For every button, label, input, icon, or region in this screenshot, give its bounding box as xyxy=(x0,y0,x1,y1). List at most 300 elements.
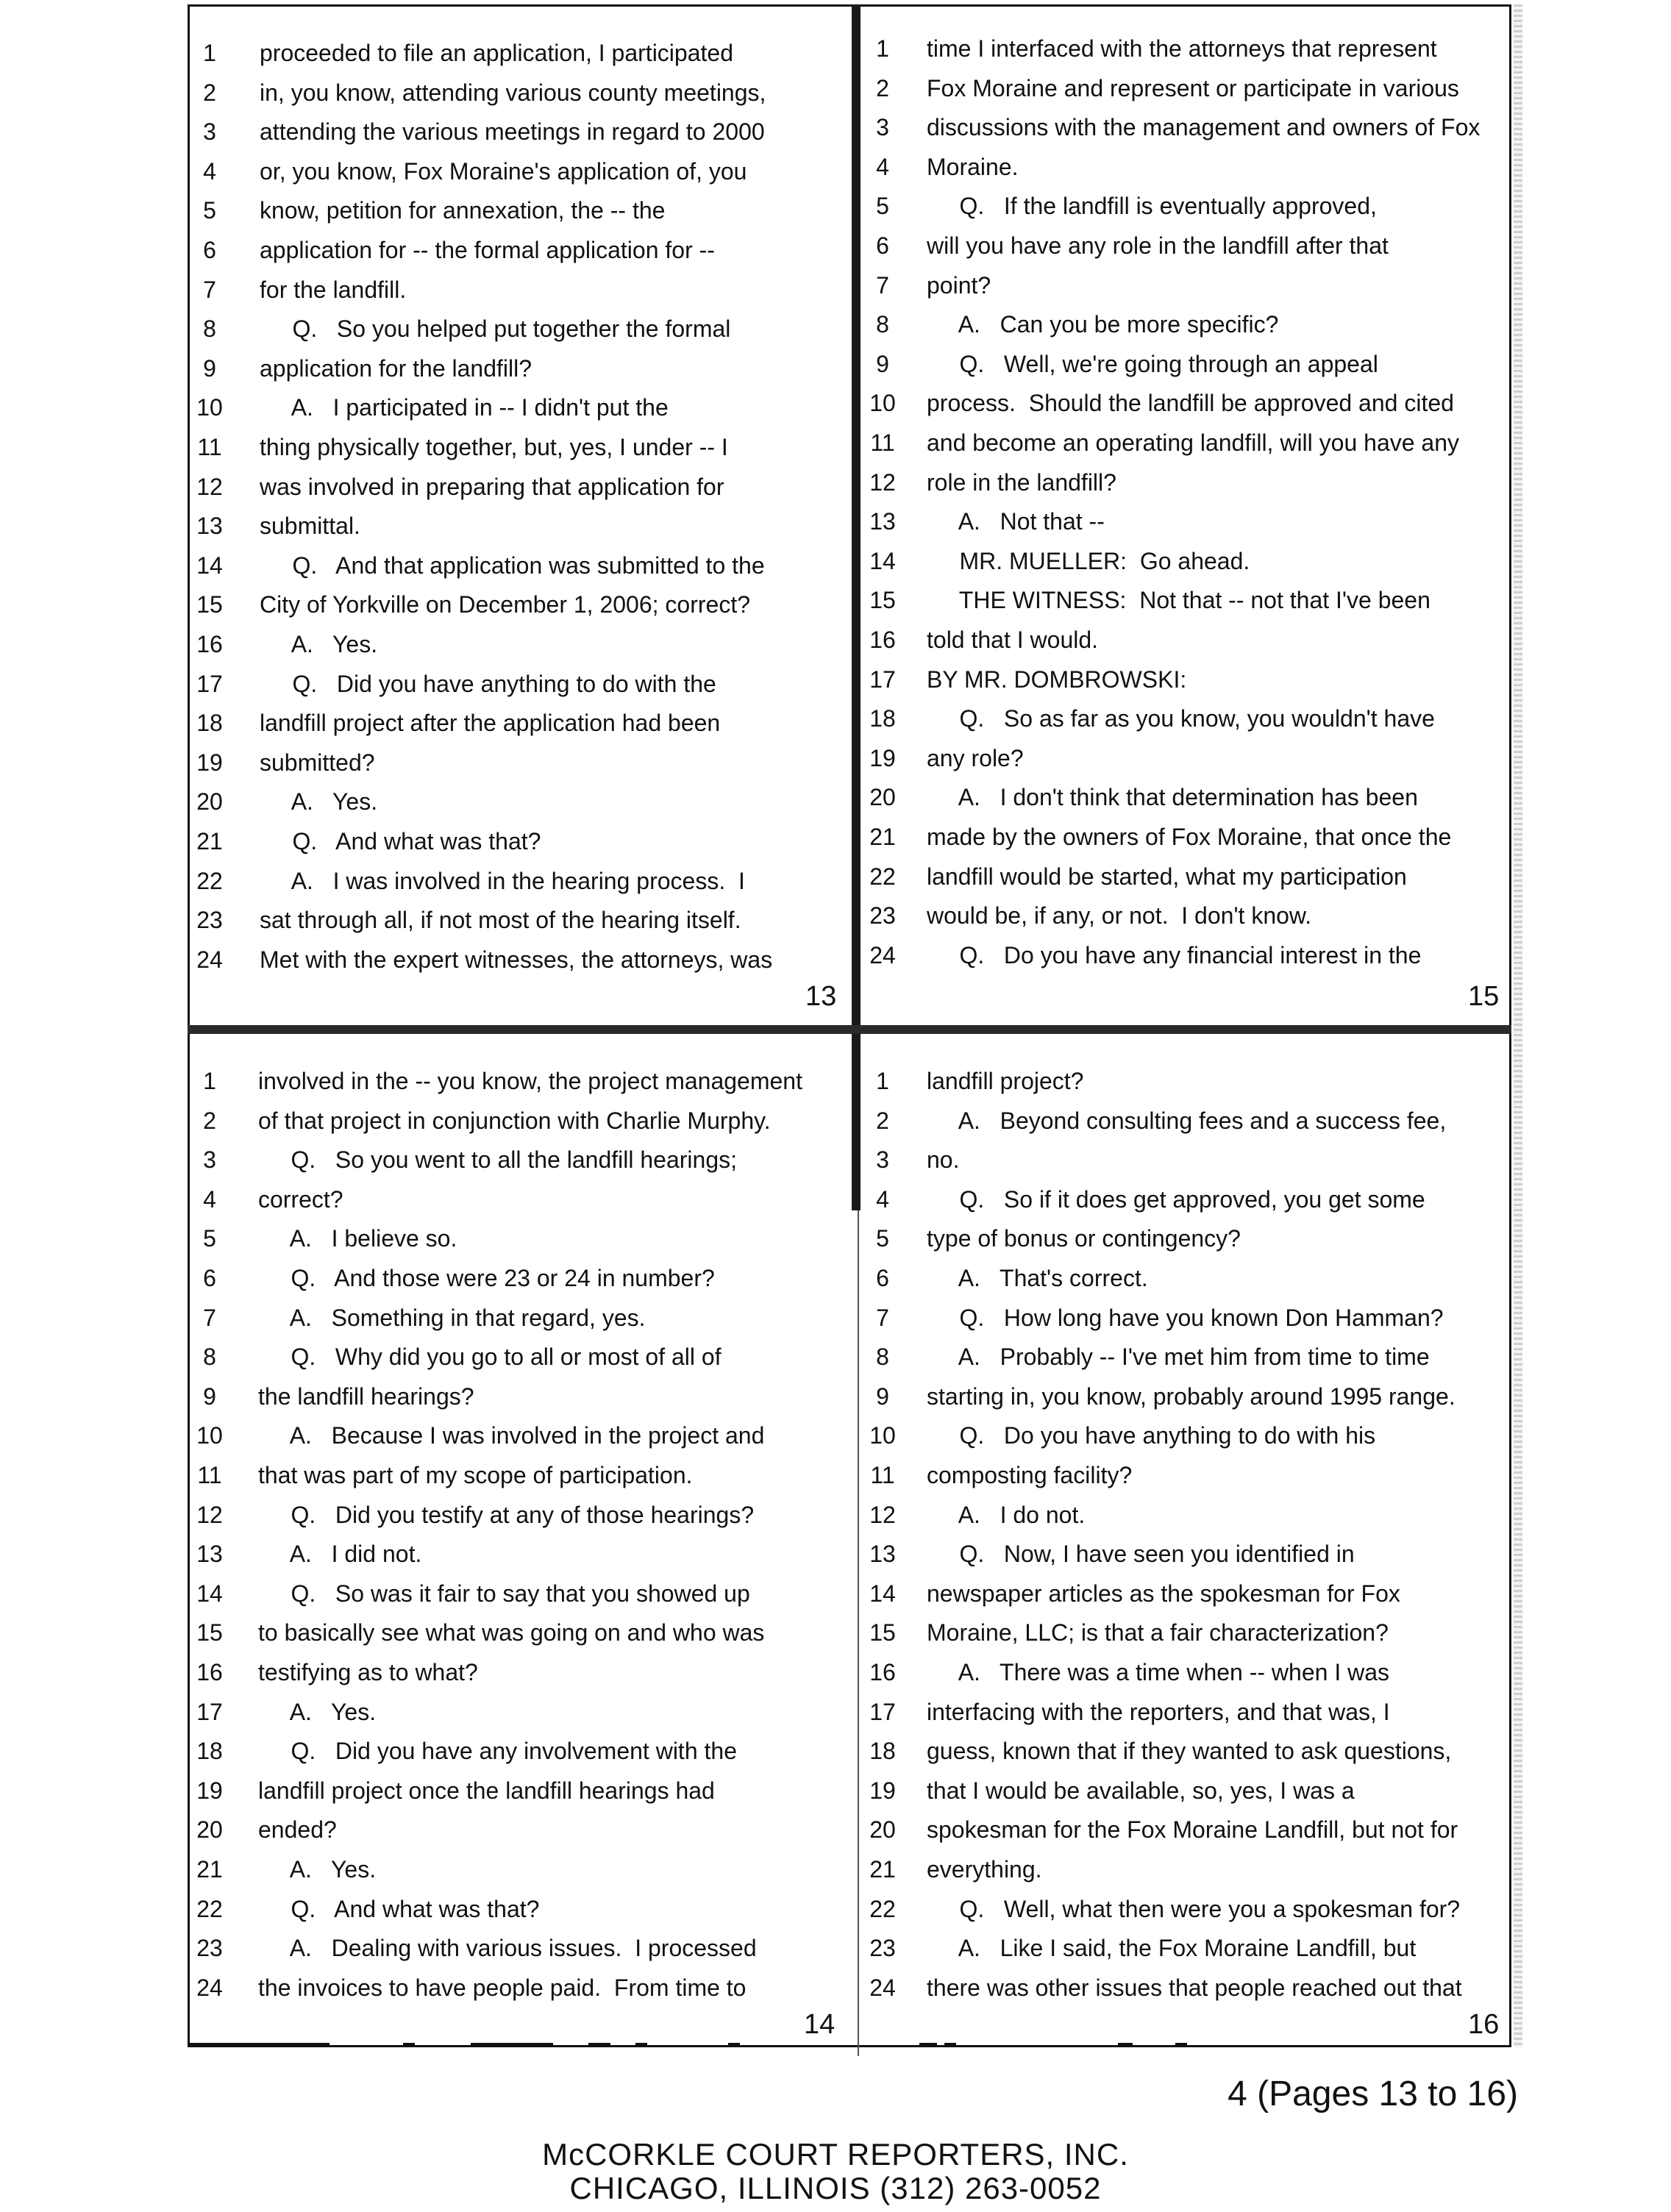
line-text: testifying as to what? xyxy=(258,1659,478,1685)
line-number: 21 xyxy=(196,828,223,855)
line-text: told that I would. xyxy=(927,627,1099,653)
line-number: 24 xyxy=(869,1974,896,2001)
transcript-line xyxy=(861,1535,1511,1573)
line-text: A. I did not. xyxy=(258,1541,422,1568)
line-number: 23 xyxy=(196,1935,223,1962)
line-number: 17 xyxy=(869,666,896,693)
transcript-line xyxy=(188,113,852,151)
transcript-line xyxy=(861,29,1511,68)
line-number: 16 xyxy=(196,1659,223,1685)
transcript-line xyxy=(861,1850,1511,1888)
line-number: 23 xyxy=(869,902,896,930)
line-text: Q. Did you have anything to do with the xyxy=(260,670,716,697)
line-number: 2 xyxy=(876,74,889,101)
transcript-line xyxy=(861,1613,1511,1652)
line-text: A. Can you be more specific? xyxy=(927,311,1279,338)
line-text: THE WITNESS: Not that -- not that I've been xyxy=(927,587,1430,614)
transcript-line xyxy=(188,1377,852,1416)
line-number: 22 xyxy=(196,867,223,894)
line-text: Q. And that application was submitted to the xyxy=(260,552,765,579)
line-text: involved in the -- you know, the project management xyxy=(258,1068,802,1094)
transcript-line xyxy=(188,1535,852,1573)
line-text: A. That's correct. xyxy=(927,1265,1148,1291)
line-number: 9 xyxy=(876,350,889,377)
scan-edge-artifact xyxy=(1514,4,1522,2047)
scan-dash xyxy=(471,2043,553,2046)
line-number: 22 xyxy=(196,1895,223,1922)
line-number: 20 xyxy=(196,1816,223,1844)
line-text: for the landfill. xyxy=(260,276,407,303)
transcript-line xyxy=(861,1377,1511,1416)
transcript-page-13 xyxy=(188,34,852,1019)
line-text: MR. MUELLER: Go ahead. xyxy=(927,547,1250,574)
line-text: A. Beyond consulting fees and a success fee, xyxy=(927,1107,1447,1134)
line-number: 22 xyxy=(869,1895,896,1922)
transcript-line xyxy=(861,1416,1511,1455)
line-number: 11 xyxy=(197,434,222,460)
line-number: 23 xyxy=(196,907,223,934)
line-text: landfill project once the landfill hearings had xyxy=(258,1777,715,1804)
transcript-line xyxy=(188,191,852,229)
line-number: 16 xyxy=(196,631,223,657)
line-text: guess, known that if they wanted to ask questions, xyxy=(927,1738,1452,1765)
transcript-line xyxy=(861,1732,1511,1770)
scan-dash xyxy=(944,2043,956,2046)
page-number: 13 xyxy=(805,981,837,1012)
line-number: 8 xyxy=(876,311,889,338)
line-text: A. I was involved in the hearing process. I xyxy=(260,867,745,894)
line-text: A. Yes. xyxy=(258,1856,377,1883)
transcript-line xyxy=(188,1732,852,1770)
line-number: 1 xyxy=(876,35,889,62)
line-text: A. I don't think that determination has been xyxy=(927,784,1418,811)
transcript-line xyxy=(861,108,1511,146)
line-text: Fox Moraine and represent or participate in various xyxy=(927,74,1459,101)
transcript-line xyxy=(861,1693,1511,1731)
line-text: A. I believe so. xyxy=(258,1225,457,1252)
transcript-line xyxy=(861,1338,1511,1376)
transcript-page-15 xyxy=(861,29,1511,1019)
line-text: the invoices to have people paid. From time to xyxy=(258,1974,747,2001)
line-text: thing physically together, but, yes, I under -- I xyxy=(260,434,728,460)
line-text: ended? xyxy=(258,1816,337,1844)
line-number: 10 xyxy=(869,1422,896,1449)
line-number: 7 xyxy=(876,271,889,299)
line-text: Q. So as far as you know, you wouldn't have xyxy=(927,705,1435,732)
line-number: 10 xyxy=(869,390,896,417)
transcript-line xyxy=(188,901,852,939)
line-number: 1 xyxy=(203,1068,216,1094)
transcript-line xyxy=(861,1653,1511,1691)
scan-dash xyxy=(635,2043,647,2046)
line-text: A. I do not. xyxy=(927,1501,1086,1528)
line-text: Q. Why did you go to all or most of all of xyxy=(258,1344,722,1371)
scan-dash xyxy=(728,2043,740,2046)
transcript-line xyxy=(861,1772,1511,1810)
line-number: 2 xyxy=(876,1107,889,1134)
line-text: to basically see what was going on and who was xyxy=(258,1619,765,1646)
line-text: of that project in conjunction with Charlie Murphy. xyxy=(258,1107,771,1134)
line-text: Q. Do you have any financial interest in the xyxy=(927,941,1422,968)
transcript-line xyxy=(188,1141,852,1179)
transcript-line xyxy=(188,388,852,427)
transcript-line xyxy=(861,699,1511,738)
line-number: 4 xyxy=(876,1185,889,1213)
line-number: 14 xyxy=(196,1580,223,1607)
line-text: type of bonus or contingency? xyxy=(927,1225,1241,1252)
transcript-line xyxy=(861,384,1511,422)
transcript-line xyxy=(188,74,852,112)
scan-dash xyxy=(588,2043,610,2046)
line-number: 18 xyxy=(196,710,223,737)
transcript-line xyxy=(861,69,1511,107)
line-number: 11 xyxy=(197,1462,222,1488)
transcript-line xyxy=(188,1929,852,1967)
transcript-line xyxy=(188,1338,852,1376)
transcript-line xyxy=(188,941,852,979)
line-text: discussions with the management and owners of Fox xyxy=(927,114,1481,141)
transcript-line xyxy=(861,542,1511,580)
transcript-line xyxy=(188,1416,852,1455)
transcript-page-16 xyxy=(861,1062,1511,2047)
line-text: Q. Did you testify at any of those hearings? xyxy=(258,1501,755,1528)
line-number: 21 xyxy=(869,824,896,850)
transcript-line xyxy=(188,1772,852,1810)
line-text: A. Because I was involved in the project and xyxy=(258,1422,765,1449)
line-text: spokesman for the Fox Moraine Landfill, but not for xyxy=(927,1816,1458,1844)
line-text: Q. And those were 23 or 24 in number? xyxy=(258,1265,715,1291)
line-number: 19 xyxy=(869,744,896,771)
line-number: 5 xyxy=(203,197,216,224)
line-text: there was other issues that people reached out that xyxy=(927,1974,1462,2001)
transcript-line xyxy=(861,1180,1511,1219)
line-number: 13 xyxy=(869,508,896,535)
scan-dash xyxy=(403,2043,415,2046)
line-number: 2 xyxy=(203,1107,216,1134)
line-number: 21 xyxy=(196,1856,223,1883)
transcript-line xyxy=(861,345,1511,383)
transcript-line xyxy=(861,660,1511,699)
transcript-line xyxy=(188,1969,852,2007)
transcript-line xyxy=(188,546,852,585)
line-text: interfacing with the reporters, and that was, I xyxy=(927,1698,1390,1725)
line-text: A. Yes. xyxy=(258,1698,377,1725)
line-number: 3 xyxy=(876,1146,889,1174)
line-number: 19 xyxy=(869,1777,896,1804)
transcript-line xyxy=(861,463,1511,502)
transcript-line xyxy=(861,1969,1511,2007)
line-number: 15 xyxy=(196,591,223,618)
line-text: composting facility? xyxy=(927,1462,1133,1488)
line-text: Q. So you helped put together the formal xyxy=(260,315,731,343)
line-text: Moraine, LLC; is that a fair characterization? xyxy=(927,1619,1389,1646)
line-text: Q. Did you have any involvement with the xyxy=(258,1738,737,1765)
line-number: 3 xyxy=(876,114,889,141)
line-number: 19 xyxy=(196,1777,223,1804)
line-number: 7 xyxy=(203,1304,216,1331)
line-text: BY MR. DOMBROWSKI: xyxy=(927,666,1187,693)
line-text: A. I participated in -- I didn't put the xyxy=(260,394,669,421)
line-number: 14 xyxy=(869,1580,896,1607)
line-number: 17 xyxy=(869,1698,896,1725)
transcript-line xyxy=(861,818,1511,856)
line-number: 4 xyxy=(203,157,216,185)
line-text: Q. Well, what then were you a spokesman for? xyxy=(927,1895,1461,1922)
line-number: 23 xyxy=(869,1935,896,1962)
line-text: was involved in preparing that application for xyxy=(260,473,724,500)
transcript-line xyxy=(188,231,852,269)
transcript-line xyxy=(861,502,1511,540)
line-text: submitted? xyxy=(260,749,375,776)
line-text: Q. And what was that? xyxy=(258,1895,540,1922)
line-text: A. Dealing with various issues. I processed xyxy=(258,1935,757,1962)
pages-label: 4 (Pages 13 to 16) xyxy=(1228,2074,1518,2113)
transcript-line xyxy=(861,621,1511,659)
line-number: 14 xyxy=(196,552,223,579)
transcript-line xyxy=(861,896,1511,935)
transcript-line xyxy=(188,665,852,703)
line-text: attending the various meetings in regard to 2000 xyxy=(260,118,765,146)
line-number: 1 xyxy=(876,1068,889,1094)
line-text: A. Probably -- I've met him from time to time xyxy=(927,1344,1430,1371)
column-divider-lower xyxy=(858,1210,859,2056)
line-number: 13 xyxy=(869,1541,896,1568)
line-text: landfill would be started, what my participation xyxy=(927,863,1407,890)
transcript-line xyxy=(861,581,1511,619)
transcript-line xyxy=(861,1299,1511,1337)
line-number: 11 xyxy=(870,429,895,456)
transcript-line xyxy=(188,1259,852,1297)
transcript-line xyxy=(861,1259,1511,1297)
line-text: Moraine. xyxy=(927,153,1019,180)
line-text: Q. And what was that? xyxy=(260,828,541,855)
line-text: role in the landfill? xyxy=(927,468,1116,496)
line-text: Q. How long have you known Don Hamman? xyxy=(927,1304,1444,1331)
transcript-line xyxy=(188,468,852,506)
transcript-line xyxy=(861,1574,1511,1613)
transcript-line xyxy=(188,862,852,900)
transcript-line xyxy=(188,507,852,545)
line-text: would be, if any, or not. I don't know. xyxy=(927,902,1312,930)
page-number: 14 xyxy=(804,2009,836,2040)
transcript-line xyxy=(188,704,852,742)
transcript-line xyxy=(861,1890,1511,1928)
transcript-line xyxy=(861,424,1511,462)
line-text: A. Something in that regard, yes. xyxy=(258,1304,646,1331)
line-number: 4 xyxy=(203,1185,216,1213)
transcript-line xyxy=(188,1693,852,1731)
transcript-line xyxy=(188,428,852,466)
line-number: 19 xyxy=(196,749,223,776)
transcript-line xyxy=(188,1062,852,1100)
transcript-line xyxy=(188,1180,852,1219)
transcript-line xyxy=(861,1062,1511,1100)
page-number: 15 xyxy=(1468,981,1500,1012)
transcript-line xyxy=(188,625,852,663)
line-text: A. Yes. xyxy=(260,631,378,657)
transcript-line xyxy=(861,1929,1511,1967)
transcript-line xyxy=(188,1653,852,1691)
transcript-line xyxy=(188,271,852,309)
line-number: 6 xyxy=(876,1265,889,1291)
line-number: 10 xyxy=(196,394,223,421)
line-number: 7 xyxy=(876,1304,889,1331)
transcript-line xyxy=(188,1496,852,1534)
line-text: know, petition for annexation, the -- the xyxy=(260,197,666,224)
line-number: 8 xyxy=(876,1344,889,1371)
line-text: Q. If the landfill is eventually approved, xyxy=(927,193,1377,220)
transcript-line xyxy=(861,1456,1511,1494)
scan-dash xyxy=(919,2043,937,2046)
line-text: proceeded to file an application, I participated xyxy=(260,40,733,66)
line-text: A. Like I said, the Fox Moraine Landfill, but xyxy=(927,1935,1417,1962)
transcript-line xyxy=(188,1890,852,1928)
line-number: 15 xyxy=(869,587,896,614)
transcript-line xyxy=(861,1141,1511,1179)
line-text: starting in, you know, probably around 1995 range. xyxy=(927,1382,1456,1410)
line-number: 20 xyxy=(196,788,223,816)
row-divider xyxy=(188,1025,1511,1034)
line-text: submittal. xyxy=(260,513,360,540)
transcript-line xyxy=(861,305,1511,343)
transcript-line xyxy=(861,148,1511,186)
line-text: point? xyxy=(927,271,991,299)
line-number: 24 xyxy=(196,946,223,973)
line-number: 13 xyxy=(196,513,223,540)
line-number: 14 xyxy=(869,547,896,574)
line-text: City of Yorkville on December 1, 2006; correct? xyxy=(260,591,750,618)
transcript-line xyxy=(188,585,852,624)
transcript-line xyxy=(861,1219,1511,1257)
line-text: made by the owners of Fox Moraine, that once the xyxy=(927,824,1452,850)
scan-dash xyxy=(190,2043,329,2046)
transcript-line xyxy=(861,1496,1511,1534)
line-text: landfill project? xyxy=(927,1068,1084,1094)
transcript-line xyxy=(188,1102,852,1140)
line-number: 3 xyxy=(203,1146,216,1174)
transcript-line xyxy=(188,152,852,190)
transcript-line xyxy=(188,822,852,860)
line-text: application for -- the formal application for -- xyxy=(260,237,715,263)
line-text: correct? xyxy=(258,1185,343,1213)
transcript-line xyxy=(188,1219,852,1257)
transcript-line xyxy=(188,34,852,72)
line-number: 18 xyxy=(869,1738,896,1765)
line-text: Q. So was it fair to say that you showed up xyxy=(258,1580,750,1607)
scan-dash xyxy=(1175,2043,1187,2046)
line-number: 20 xyxy=(869,784,896,811)
line-number: 9 xyxy=(203,1382,216,1410)
line-text: landfill project after the application had been xyxy=(260,710,721,737)
line-number: 9 xyxy=(203,354,216,382)
line-text: that was part of my scope of participation. xyxy=(258,1462,693,1488)
transcript-line xyxy=(861,266,1511,304)
transcript-line xyxy=(188,1850,852,1888)
line-number: 9 xyxy=(876,1382,889,1410)
line-number: 13 xyxy=(196,1541,223,1568)
transcript-line xyxy=(188,1456,852,1494)
line-text: Q. Now, I have seen you identified in xyxy=(927,1541,1355,1568)
line-number: 24 xyxy=(869,941,896,968)
transcript-line xyxy=(861,1810,1511,1849)
line-text: no. xyxy=(927,1146,960,1174)
transcript-line xyxy=(188,743,852,782)
transcript-line xyxy=(188,782,852,821)
line-text: the landfill hearings? xyxy=(258,1382,474,1410)
line-text: that I would be available, so, yes, I was a xyxy=(927,1777,1355,1804)
line-number: 2 xyxy=(203,79,216,106)
line-text: Q. Well, we're going through an appeal xyxy=(927,350,1378,377)
transcript-line xyxy=(188,1574,852,1613)
transcript-line xyxy=(861,857,1511,896)
line-number: 5 xyxy=(876,193,889,220)
line-number: 1 xyxy=(203,40,216,66)
line-text: newspaper articles as the spokesman for Fox xyxy=(927,1580,1400,1607)
transcript-page-14 xyxy=(188,1062,852,2047)
line-text: and become an operating landfill, will you have any xyxy=(927,429,1460,456)
line-text: application for the landfill? xyxy=(260,354,532,382)
line-number: 5 xyxy=(876,1225,889,1252)
line-number: 16 xyxy=(869,1659,896,1685)
line-number: 17 xyxy=(196,670,223,697)
line-number: 20 xyxy=(869,1816,896,1844)
transcript-line xyxy=(188,310,852,348)
line-text: or, you know, Fox Moraine's application of, you xyxy=(260,157,747,185)
line-text: time I interfaced with the attorneys that represent xyxy=(927,35,1437,62)
line-number: 6 xyxy=(203,1265,216,1291)
transcript-line xyxy=(861,936,1511,974)
line-text: in, you know, attending various county meetings, xyxy=(260,79,766,106)
line-number: 22 xyxy=(869,863,896,890)
line-number: 12 xyxy=(196,473,223,500)
line-number: 15 xyxy=(869,1619,896,1646)
transcript-line xyxy=(188,349,852,388)
transcript-line xyxy=(861,739,1511,777)
company-name: McCORKLE COURT REPORTERS, INC. xyxy=(542,2137,1129,2172)
line-text: any role? xyxy=(927,744,1024,771)
line-text: A. There was a time when -- when I was xyxy=(927,1659,1389,1685)
line-text: A. Not that -- xyxy=(927,508,1105,535)
line-text: A. Yes. xyxy=(260,788,378,816)
line-number: 3 xyxy=(203,118,216,146)
scan-dash xyxy=(1118,2043,1133,2046)
page-number: 16 xyxy=(1468,2009,1500,2040)
line-number: 11 xyxy=(870,1462,895,1488)
line-number: 10 xyxy=(196,1422,223,1449)
company-location: CHICAGO, ILLINOIS (312) 263-0052 xyxy=(569,2171,1102,2205)
line-number: 12 xyxy=(869,468,896,496)
line-text: Q. So if it does get approved, you get some xyxy=(927,1185,1425,1213)
line-number: 24 xyxy=(196,1974,223,2001)
line-text: will you have any role in the landfill after that xyxy=(927,232,1389,259)
line-number: 16 xyxy=(869,627,896,653)
line-text: sat through all, if not most of the hearing itself. xyxy=(260,907,741,934)
transcript-line xyxy=(188,1299,852,1337)
line-text: Met with the expert witnesses, the attorneys, was xyxy=(260,946,773,973)
line-number: 7 xyxy=(203,276,216,303)
transcript-line xyxy=(861,226,1511,265)
line-text: Q. So you went to all the landfill hearings; xyxy=(258,1146,738,1174)
transcript-line xyxy=(188,1613,852,1652)
line-number: 6 xyxy=(876,232,889,259)
line-number: 12 xyxy=(869,1501,896,1528)
line-text: Q. Do you have anything to do with his xyxy=(927,1422,1376,1449)
transcript-line xyxy=(861,1102,1511,1140)
line-number: 21 xyxy=(869,1856,896,1883)
line-number: 6 xyxy=(203,237,216,263)
line-number: 18 xyxy=(196,1738,223,1765)
line-number: 5 xyxy=(203,1225,216,1252)
